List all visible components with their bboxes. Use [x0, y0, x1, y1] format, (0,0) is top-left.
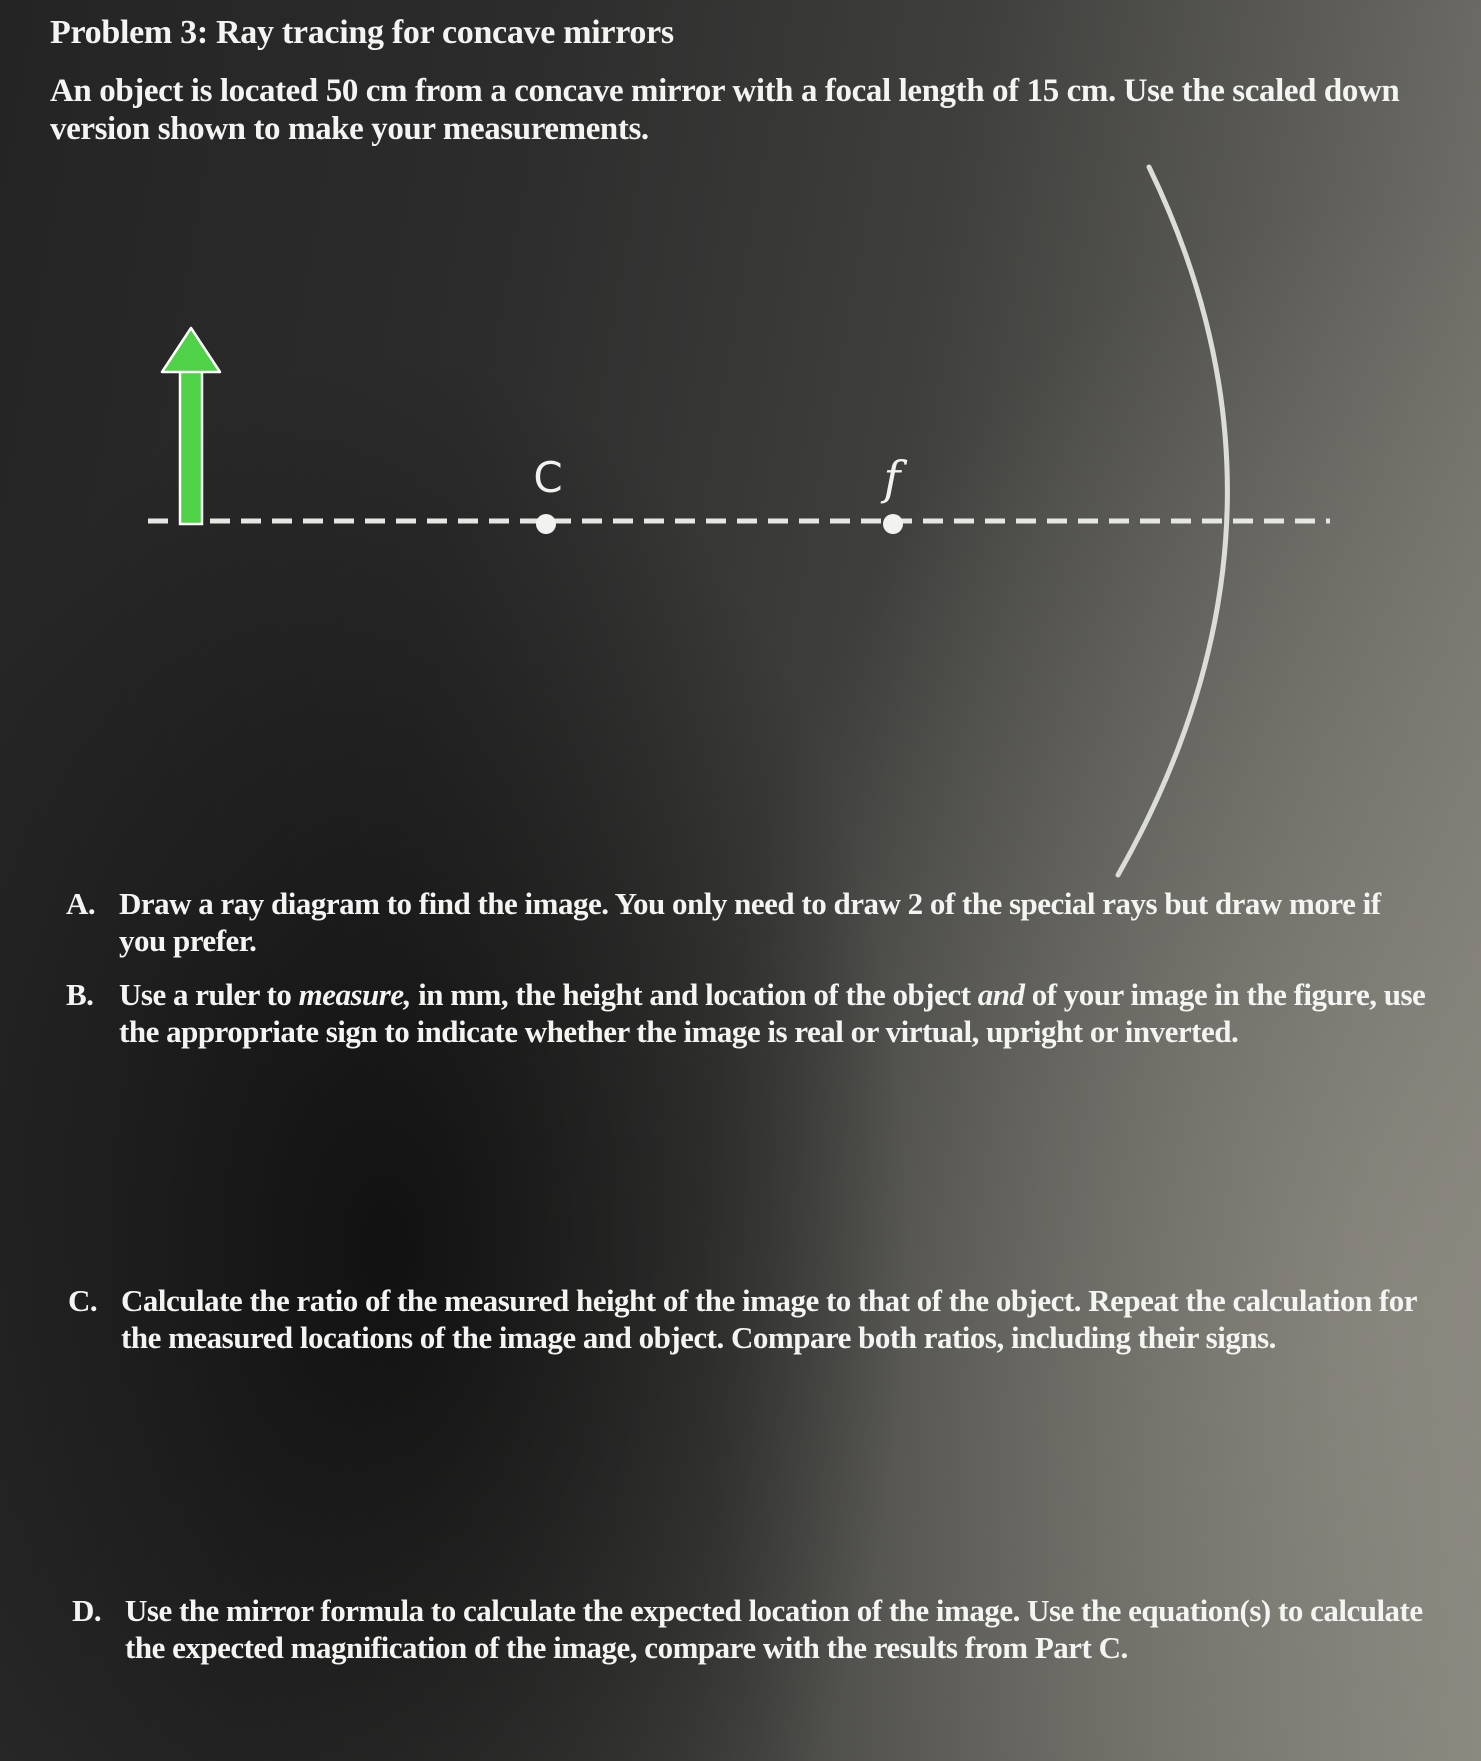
question-a [66, 885, 1426, 959]
ray-diagram-figure [0, 150, 1481, 890]
center-label: C [533, 453, 563, 502]
question-b-text-part-3: of your image in the figure, use the appropriate sign to indicate whether the image is real or virtual, upright or inverted. [119, 977, 1426, 1049]
question-b-text-part-2: in mm, the height and location of the object [410, 977, 978, 1012]
question-c-letter: C. [68, 1283, 98, 1318]
problem-title: Problem 3: Ray tracing for concave mirrors [50, 14, 674, 51]
question-b-emphasis-and: and [977, 977, 1025, 1012]
question-b-text [119, 976, 1426, 1050]
question-b-text-part-1: Use a ruler to [119, 977, 299, 1012]
question-a-letter: A. [66, 886, 96, 921]
question-b-letter: B. [66, 977, 94, 1012]
question-c-text: Calculate the ratio of the measured height of the image to that of the object. Repeat the calculation for the measured locations of the image and object. Compare both ratios, including their signs. [121, 1283, 1417, 1355]
question-c [68, 1282, 1448, 1356]
problem-intro: An object is located 50 cm from a concave mirror with a focal length of 15 cm. Use the scaled down version shown to make your measurements. [50, 73, 1400, 147]
focal-point [883, 514, 903, 534]
question-b [66, 976, 1426, 1050]
question-a-text: Draw a ray diagram to find the image. You only need to draw 2 of the special rays but draw more if you prefer. [119, 886, 1381, 958]
question-d [72, 1592, 1432, 1666]
question-d-text: Use the mirror formula to calculate the expected location of the image. Use the equation(s) to calculate the expected magnification of the image, compare with the results from Part C. [125, 1593, 1423, 1665]
object-arrow [162, 328, 220, 524]
focal-label: f [883, 451, 901, 505]
center-of-curvature-point [536, 514, 556, 534]
question-b-emphasis-measure: measure, [298, 977, 411, 1012]
question-d-letter: D. [72, 1593, 102, 1628]
